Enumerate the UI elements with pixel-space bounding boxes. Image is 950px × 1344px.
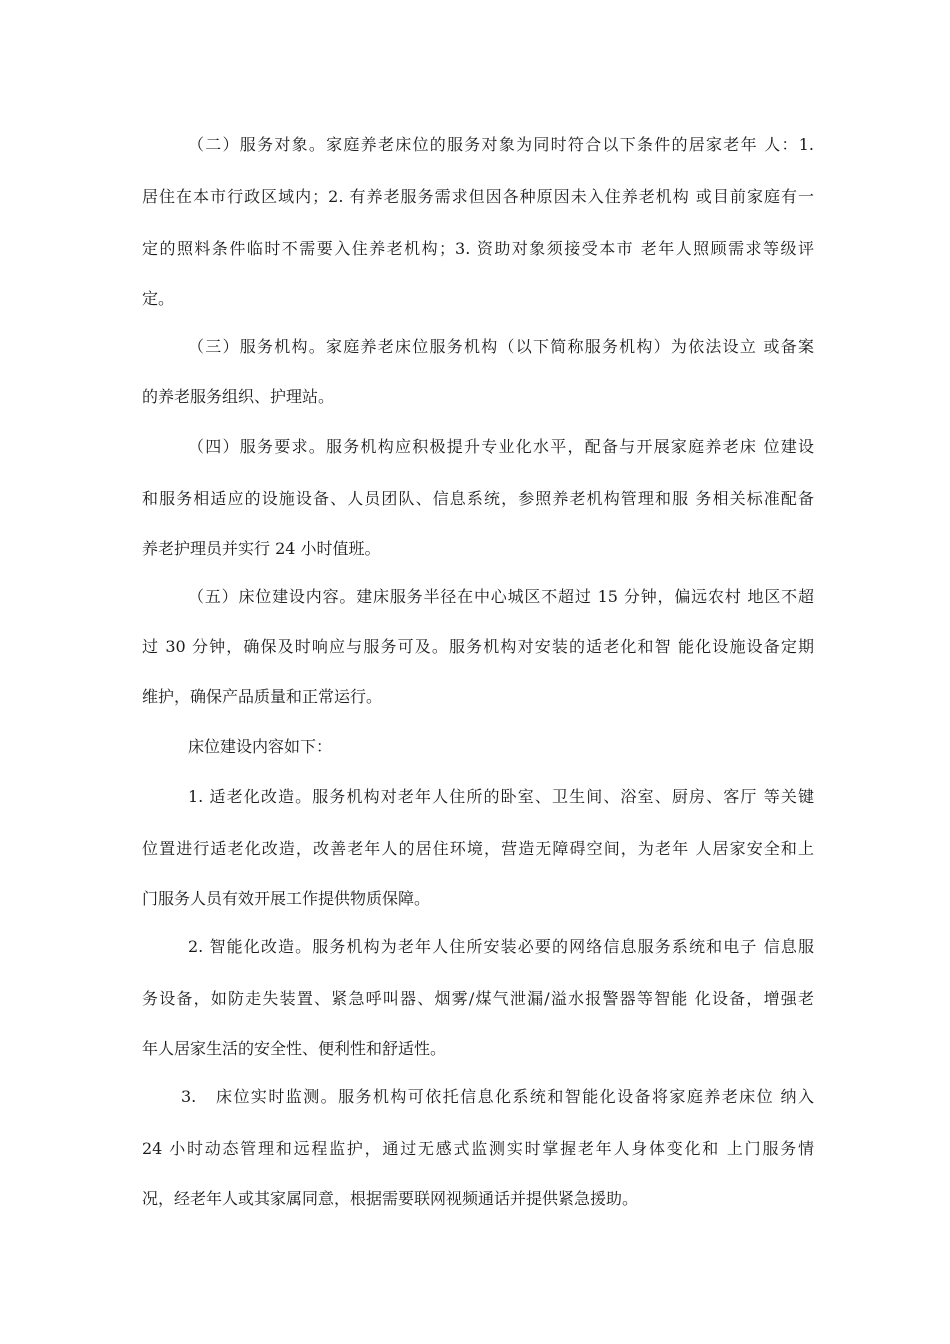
list-item-1-line-3: 门服务人员有效开展工作提供物质保障。 <box>142 889 431 908</box>
list-item-1-line-2: 位置进行适老化改造，改善老年人的居住环境，营造无障碍空间，为老年 人居家安全和上 <box>142 839 814 858</box>
paragraph-construction-intro: 床位建设内容如下： <box>188 737 333 756</box>
list-item-2-line-3: 年人居家生活的安全性、便利性和舒适性。 <box>142 1039 447 1058</box>
list-item-3-number: 3. <box>181 1087 197 1106</box>
paragraph-service-target-line-3: 定的照料条件临时不需要入住养老机构；3. 资助对象须接受本市 老年人照顾需求等级评 <box>142 239 814 258</box>
paragraph-bed-construction-line-1: （五）床位建设内容。建床服务半径在中心城区不超过 15 分钟，偏远农村 地区不超 <box>188 587 814 606</box>
list-item-3-line-1: 床位实时监测。服务机构可依托信息化系统和智能化设备将家庭养老床位 纳入 <box>216 1087 814 1106</box>
paragraph-service-target-line-4: 定。 <box>142 289 175 308</box>
paragraph-service-institution-line-1: （三）服务机构。家庭养老床位服务机构（以下简称服务机构）为依法设立 或备案 <box>188 337 814 356</box>
paragraph-bed-construction-line-2: 过 30 分钟，确保及时响应与服务可及。服务机构对安装的适老化和智 能化设施设备定期 <box>142 637 814 656</box>
list-item-1-line-1: 1. 适老化改造。服务机构对老年人住所的卧室、卫生间、浴室、厨房、客厅 等关键 <box>188 787 814 806</box>
paragraph-bed-construction-line-3: 维护，确保产品质量和正常运行。 <box>142 687 383 706</box>
paragraph-service-requirements-line-2: 和服务相适应的设施设备、人员团队、信息系统，参照养老机构管理和服 务相关标准配备 <box>142 489 814 508</box>
list-item-2-line-2: 务设备，如防走失装置、紧急呼叫器、烟雾/煤气泄漏/溢水报警器等智能 化设备，增强老 <box>142 989 814 1008</box>
paragraph-service-institution-line-2: 的养老服务组织、护理站。 <box>142 387 335 406</box>
paragraph-service-requirements-line-1: （四）服务要求。服务机构应积极提升专业化水平，配备与开展家庭养老床 位建设 <box>188 437 814 456</box>
paragraph-service-requirements-line-3: 养老护理员并实行 24 小时值班。 <box>142 539 381 558</box>
list-item-3-line-3: 况，经老年人或其家属同意，根据需要联网视频通话并提供紧急援助。 <box>142 1189 639 1208</box>
paragraph-service-target-line-1: （二）服务对象。家庭养老床位的服务对象为同时符合以下条件的居家老年 人：1. <box>188 135 814 154</box>
list-item-3-line-2: 24 小时动态管理和远程监护，通过无感式监测实时掌握老年人身体变化和 上门服务情 <box>142 1139 814 1158</box>
paragraph-service-target-line-2: 居住在本市行政区域内；2. 有养老服务需求但因各种原因未入住养老机构 或目前家庭有一 <box>142 187 814 206</box>
list-item-2-line-1: 2. 智能化改造。服务机构为老年人住所安装必要的网络信息服务系统和电子 信息服 <box>188 937 814 956</box>
